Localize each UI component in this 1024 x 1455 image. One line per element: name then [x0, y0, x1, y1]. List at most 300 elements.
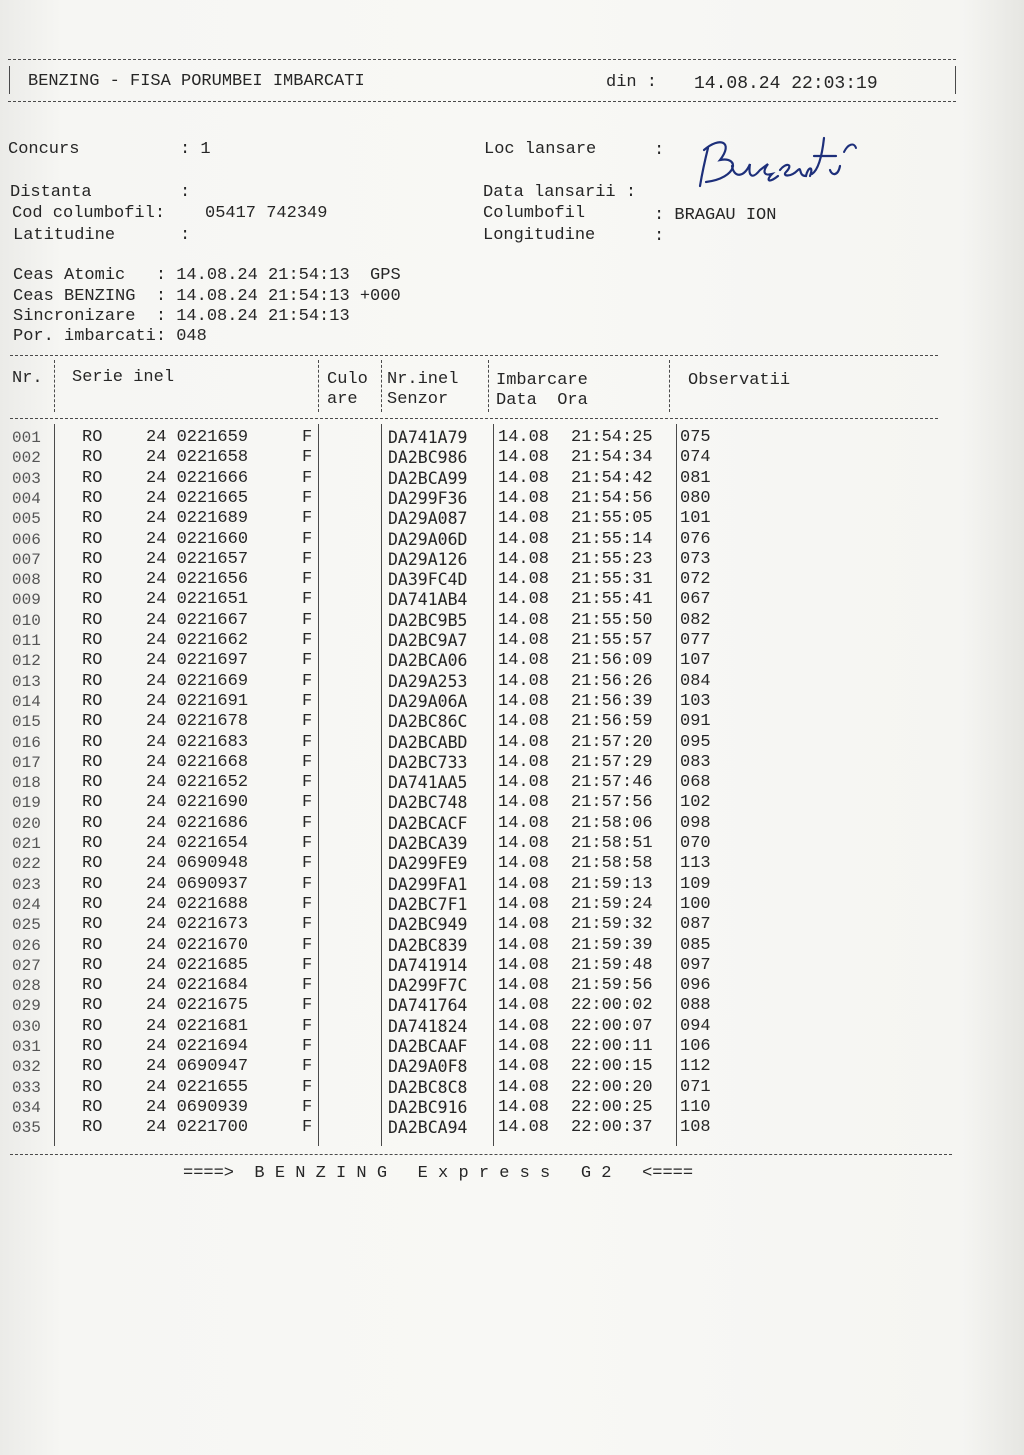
table-row: [0, 915, 1024, 935]
row-time: 21:59:56: [571, 976, 653, 996]
row-ring: 24 0221657: [146, 549, 249, 569]
row-sensor: DA741764: [388, 996, 468, 1016]
row-ring: 24 0221652: [146, 773, 249, 793]
table-row: [0, 773, 1024, 793]
row-obs: 080: [680, 488, 711, 508]
row-country: RO: [82, 813, 103, 833]
table-row: [0, 895, 1024, 915]
header-nr-inel-1: Nr.inel: [387, 370, 459, 389]
table-header-sep-5: [669, 360, 670, 412]
row-country: RO: [82, 651, 103, 671]
row-date: 14.08: [498, 549, 550, 569]
table-row: [0, 672, 1024, 692]
row-date: 14.08: [498, 1037, 550, 1056]
table-header-sep-1: [54, 360, 55, 412]
cod-label: Cod columbofil:: [12, 204, 166, 223]
row-ring: 24 0221662: [146, 631, 249, 650]
row-sex: F: [302, 976, 313, 996]
row-obs: 109: [680, 874, 711, 894]
row-sensor: DA2BC9A7: [388, 631, 468, 650]
row-date: 14.08: [498, 854, 550, 874]
distanta-value: :: [180, 183, 191, 202]
row-nr: 025: [12, 916, 41, 935]
row-nr: 010: [12, 611, 41, 630]
row-time: 21:56:59: [571, 712, 653, 732]
row-nr: 020: [12, 814, 41, 833]
row-time: 22:00:02: [571, 996, 653, 1016]
benzing-clock-line: Ceas BENZING : 14.08.24 21:54:13 +000: [13, 287, 401, 306]
row-sex: F: [302, 1097, 313, 1117]
header-observatii: Observatii: [688, 371, 791, 390]
row-time: 21:59:32: [571, 915, 653, 935]
row-sensor: DA2BCABD: [388, 732, 468, 752]
row-country: RO: [82, 1057, 103, 1077]
row-nr: 002: [12, 449, 41, 468]
header-right-border: [955, 66, 956, 94]
table-row: [0, 1037, 1024, 1057]
row-obs: 100: [680, 894, 711, 914]
row-ring: 24 0221691: [146, 691, 249, 711]
row-time: 22:00:20: [571, 1077, 653, 1097]
row-obs: 083: [680, 752, 711, 772]
row-date: 14.08: [498, 671, 550, 691]
table-row: [0, 448, 1024, 468]
row-nr: 017: [12, 753, 41, 772]
row-date: 14.08: [498, 874, 550, 894]
row-obs: 096: [680, 976, 711, 996]
row-nr: 007: [12, 550, 41, 569]
row-ring: 24 0221668: [146, 752, 249, 772]
row-sex: F: [302, 1057, 313, 1077]
row-obs: 071: [680, 1077, 711, 1097]
row-obs: 070: [680, 834, 711, 853]
row-time: 21:59:48: [571, 955, 653, 975]
row-date: 14.08: [498, 1016, 550, 1036]
row-nr: 021: [12, 835, 41, 853]
row-time: 21:55:57: [571, 631, 653, 650]
row-country: RO: [82, 732, 103, 752]
row-nr: 015: [12, 713, 41, 732]
row-date: 14.08: [498, 793, 550, 813]
row-obs: 094: [680, 1016, 711, 1036]
row-time: 21:59:39: [571, 935, 653, 955]
header-imbarcare-1: Imbarcare: [496, 371, 588, 390]
row-country: RO: [82, 1097, 103, 1117]
row-sex: F: [302, 854, 313, 874]
row-time: 21:54:34: [571, 448, 653, 468]
row-sex: F: [302, 773, 313, 793]
row-sensor: DA2BCA06: [388, 651, 468, 671]
row-obs: 077: [680, 631, 711, 650]
row-ring: 24 0221675: [146, 996, 249, 1016]
row-country: RO: [82, 712, 103, 732]
row-country: RO: [82, 488, 103, 508]
row-date: 14.08: [498, 631, 550, 650]
row-nr: 013: [12, 672, 41, 691]
latitudine-label: Latitudine: [13, 226, 116, 245]
row-date: 14.08: [498, 955, 550, 975]
row-time: 22:00:37: [571, 1118, 653, 1138]
row-obs: 113: [680, 854, 711, 874]
row-sensor: DA2BC748: [388, 793, 468, 813]
row-date: 14.08: [498, 448, 550, 468]
columbofil-value: : BRAGAU ION: [654, 206, 777, 225]
row-obs: 107: [680, 651, 711, 671]
row-ring: 24 0221700: [146, 1118, 249, 1138]
row-obs: 112: [680, 1057, 711, 1077]
row-country: RO: [82, 570, 103, 590]
row-sensor: DA39FC4D: [388, 570, 468, 590]
row-country: RO: [82, 976, 103, 996]
row-date: 14.08: [498, 1118, 550, 1138]
row-sex: F: [302, 570, 313, 590]
row-date: 14.08: [498, 651, 550, 671]
row-sex: F: [302, 631, 313, 650]
header-culoare-1: Culo: [327, 370, 368, 389]
data-lansarii-label: Data lansarii :: [483, 183, 637, 202]
row-nr: 032: [12, 1058, 41, 1077]
row-sensor: DA29A087: [388, 509, 468, 529]
table-header-sep-3: [381, 360, 382, 412]
row-country: RO: [82, 529, 103, 549]
row-country: RO: [82, 1016, 103, 1036]
row-obs: 106: [680, 1037, 711, 1056]
table-row: [0, 611, 1024, 631]
row-ring: 24 0221667: [146, 610, 249, 630]
row-time: 21:58:58: [571, 854, 653, 874]
print-date-value: 14.08.24 22:03:19: [694, 74, 878, 94]
row-obs: 075: [680, 428, 711, 447]
table-row: [0, 854, 1024, 874]
table-row: [0, 550, 1024, 570]
row-sensor: DA2BC8C8: [388, 1077, 468, 1097]
row-sex: F: [302, 894, 313, 914]
row-country: RO: [82, 894, 103, 914]
row-nr: 035: [12, 1119, 41, 1138]
row-time: 21:55:14: [571, 529, 653, 549]
row-country: RO: [82, 915, 103, 935]
header-bottom-border: [8, 101, 956, 102]
row-obs: 101: [680, 509, 711, 529]
row-date: 14.08: [498, 570, 550, 590]
row-ring: 24 0221689: [146, 509, 249, 529]
row-country: RO: [82, 935, 103, 955]
embarked-count-line: Por. imbarcati: 048: [13, 327, 207, 346]
row-sex: F: [302, 488, 313, 508]
concurs-value: : 1: [180, 140, 211, 159]
row-country: RO: [82, 610, 103, 630]
row-country: RO: [82, 874, 103, 894]
row-date: 14.08: [498, 428, 550, 447]
row-sex: F: [302, 1037, 313, 1056]
row-sex: F: [302, 996, 313, 1016]
row-nr: 028: [12, 977, 41, 996]
table-row: [0, 1057, 1024, 1077]
row-nr: 012: [12, 652, 41, 671]
row-country: RO: [82, 509, 103, 529]
row-sensor: DA2BCACF: [388, 813, 468, 833]
row-sex: F: [302, 671, 313, 691]
row-ring: 24 0221666: [146, 468, 249, 488]
row-country: RO: [82, 1037, 103, 1056]
table-row: [0, 996, 1024, 1016]
row-ring: 24 0221678: [146, 712, 249, 732]
row-nr: 004: [12, 489, 41, 508]
row-time: 22:00:07: [571, 1016, 653, 1036]
row-sex: F: [302, 651, 313, 671]
table-row: [0, 1118, 1024, 1138]
table-row: [0, 834, 1024, 854]
table-row: [0, 570, 1024, 590]
row-ring: 24 0221697: [146, 651, 249, 671]
concurs-label: Concurs: [8, 140, 80, 159]
header-culoare-2: are: [327, 390, 358, 409]
table-row: [0, 976, 1024, 996]
row-sensor: DA2BC86C: [388, 712, 468, 732]
table-header-bottom-border: [10, 418, 938, 419]
row-date: 14.08: [498, 996, 550, 1016]
row-date: 14.08: [498, 773, 550, 793]
table-row: [0, 590, 1024, 610]
row-sex: F: [302, 468, 313, 488]
row-country: RO: [82, 549, 103, 569]
row-nr: 024: [12, 895, 41, 914]
row-sex: F: [302, 955, 313, 975]
table-row: [0, 1098, 1024, 1118]
row-sex: F: [302, 1077, 313, 1097]
row-time: 21:55:50: [571, 610, 653, 630]
row-sensor: DA299FA1: [388, 874, 468, 894]
row-date: 14.08: [498, 915, 550, 935]
row-country: RO: [82, 996, 103, 1016]
row-date: 14.08: [498, 752, 550, 772]
table-row: [0, 428, 1024, 448]
row-country: RO: [82, 752, 103, 772]
row-date: 14.08: [498, 976, 550, 996]
row-sensor: DA299F7C: [388, 976, 468, 996]
loc-value: :: [654, 141, 665, 160]
row-ring: 24 0221660: [146, 529, 249, 549]
header-nr-inel-2: Senzor: [387, 390, 449, 409]
row-sensor: DA2BCA99: [388, 468, 468, 488]
row-nr: 026: [12, 936, 41, 955]
row-time: 21:54:56: [571, 488, 653, 508]
row-sensor: DA299FE9: [388, 854, 468, 874]
row-sensor: DA2BC733: [388, 752, 468, 772]
row-obs: 082: [680, 610, 711, 630]
row-ring: 24 0221655: [146, 1077, 249, 1097]
row-sex: F: [302, 1118, 313, 1138]
row-country: RO: [82, 691, 103, 711]
header-serie-inel: Serie inel: [72, 368, 175, 387]
row-sensor: DA2BCA39: [388, 834, 468, 853]
table-row: [0, 692, 1024, 712]
row-obs: 108: [680, 1118, 711, 1138]
table-row: [0, 651, 1024, 671]
row-sensor: DA741AA5: [388, 773, 468, 793]
row-ring: 24 0221670: [146, 935, 249, 955]
row-time: 21:55:41: [571, 590, 653, 610]
row-sensor: DA2BC986: [388, 448, 468, 468]
row-country: RO: [82, 834, 103, 853]
row-obs: 068: [680, 773, 711, 793]
row-sex: F: [302, 590, 313, 610]
table-row: [0, 753, 1024, 773]
distanta-label: Distanta: [10, 183, 92, 202]
row-date: 14.08: [498, 732, 550, 752]
table-row: [0, 733, 1024, 753]
row-obs: 067: [680, 590, 711, 610]
header-left-border: [9, 66, 10, 94]
row-sensor: DA741914: [388, 955, 468, 975]
table-row: [0, 631, 1024, 651]
row-time: 21:57:20: [571, 732, 653, 752]
row-nr: 019: [12, 794, 41, 813]
row-country: RO: [82, 793, 103, 813]
report-title: BENZING - FISA PORUMBEI IMBARCATI: [28, 72, 365, 91]
row-sensor: DA2BC916: [388, 1097, 468, 1117]
row-country: RO: [82, 631, 103, 650]
row-country: RO: [82, 448, 103, 468]
table-row: [0, 1017, 1024, 1037]
row-sex: F: [302, 793, 313, 813]
print-date-label: din :: [606, 73, 658, 92]
table-row: [0, 469, 1024, 489]
row-sex: F: [302, 529, 313, 549]
row-time: 21:55:05: [571, 509, 653, 529]
latitudine-value: :: [180, 226, 191, 245]
row-sex: F: [302, 509, 313, 529]
row-sex: F: [302, 915, 313, 935]
row-obs: 103: [680, 691, 711, 711]
row-time: 21:55:23: [571, 549, 653, 569]
row-ring: 24 0221686: [146, 813, 249, 833]
row-sex: F: [302, 549, 313, 569]
row-ring: 24 0221658: [146, 448, 249, 468]
row-nr: 008: [12, 571, 41, 590]
row-sex: F: [302, 610, 313, 630]
handwritten-location: [690, 126, 870, 201]
row-date: 14.08: [498, 712, 550, 732]
row-country: RO: [82, 1077, 103, 1097]
row-nr: 034: [12, 1098, 41, 1117]
row-obs: 110: [680, 1097, 711, 1117]
row-date: 14.08: [498, 894, 550, 914]
row-sensor: DA2BC839: [388, 935, 468, 955]
table-header-sep-2: [318, 360, 319, 412]
row-obs: 102: [680, 793, 711, 813]
row-nr: 027: [12, 956, 41, 975]
row-obs: 081: [680, 468, 711, 488]
table-header-sep-4: [488, 360, 489, 412]
row-ring: 24 0221681: [146, 1016, 249, 1036]
row-country: RO: [82, 468, 103, 488]
row-obs: 087: [680, 915, 711, 935]
table-row: [0, 793, 1024, 813]
row-sex: F: [302, 752, 313, 772]
row-obs: 097: [680, 955, 711, 975]
longitudine-value: :: [654, 227, 665, 246]
row-nr: 031: [12, 1038, 41, 1056]
row-time: 21:57:29: [571, 752, 653, 772]
row-time: 21:58:06: [571, 813, 653, 833]
row-obs: 088: [680, 996, 711, 1016]
row-country: RO: [82, 773, 103, 793]
row-nr: 018: [12, 774, 41, 793]
row-ring: 24 0690947: [146, 1057, 249, 1077]
row-sensor: DA29A126: [388, 549, 468, 569]
row-nr: 009: [12, 591, 41, 610]
row-ring: 24 0221685: [146, 955, 249, 975]
row-sensor: DA2BC949: [388, 915, 468, 935]
row-nr: 001: [12, 429, 41, 447]
cod-value: 05417 742349: [205, 204, 328, 223]
row-obs: 076: [680, 529, 711, 549]
row-sex: F: [302, 712, 313, 732]
row-time: 21:55:31: [571, 570, 653, 590]
table-bottom-border: [10, 1154, 952, 1155]
row-sensor: DA2BCAAF: [388, 1037, 468, 1056]
row-date: 14.08: [498, 610, 550, 630]
header-top-border: [8, 59, 956, 60]
row-date: 14.08: [498, 1057, 550, 1077]
table-row: [0, 1078, 1024, 1098]
row-ring: 24 0221673: [146, 915, 249, 935]
row-nr: 003: [12, 469, 41, 488]
row-sensor: DA2BC9B5: [388, 610, 468, 630]
table-row: [0, 956, 1024, 976]
row-ring: 24 0690948: [146, 854, 249, 874]
row-time: 21:56:39: [571, 691, 653, 711]
header-nr: Nr.: [12, 369, 43, 388]
row-time: 21:54:25: [571, 428, 653, 447]
row-date: 14.08: [498, 1077, 550, 1097]
row-ring: 24 0221669: [146, 671, 249, 691]
row-ring: 24 0221694: [146, 1037, 249, 1056]
row-sex: F: [302, 813, 313, 833]
row-obs: 098: [680, 813, 711, 833]
row-time: 21:57:46: [571, 773, 653, 793]
row-sex: F: [302, 732, 313, 752]
header-imbarcare-2: Data Ora: [496, 391, 588, 410]
row-obs: 091: [680, 712, 711, 732]
row-sensor: DA29A0F8: [388, 1057, 468, 1077]
row-nr: 029: [12, 997, 41, 1016]
row-ring: 24 0221683: [146, 732, 249, 752]
row-sex: F: [302, 1016, 313, 1036]
row-sensor: DA29A06D: [388, 529, 468, 549]
row-time: 21:56:09: [571, 651, 653, 671]
row-time: 21:54:42: [571, 468, 653, 488]
row-country: RO: [82, 590, 103, 610]
row-nr: 030: [12, 1017, 41, 1036]
row-ring: 24 0221665: [146, 488, 249, 508]
row-time: 21:58:51: [571, 834, 653, 853]
row-country: RO: [82, 955, 103, 975]
row-obs: 084: [680, 671, 711, 691]
footer-brand: ====> B E N Z I N G E x p r e s s G 2 <====: [183, 1164, 694, 1183]
row-time: 21:56:26: [571, 671, 653, 691]
row-date: 14.08: [498, 691, 550, 711]
row-nr: 033: [12, 1078, 41, 1097]
row-sensor: DA2BC7F1: [388, 894, 468, 914]
row-ring: 24 0221654: [146, 834, 249, 853]
row-date: 14.08: [498, 488, 550, 508]
row-time: 21:57:56: [571, 793, 653, 813]
row-sensor: DA741A79: [388, 428, 468, 447]
row-ring: 24 0690937: [146, 874, 249, 894]
row-country: RO: [82, 854, 103, 874]
